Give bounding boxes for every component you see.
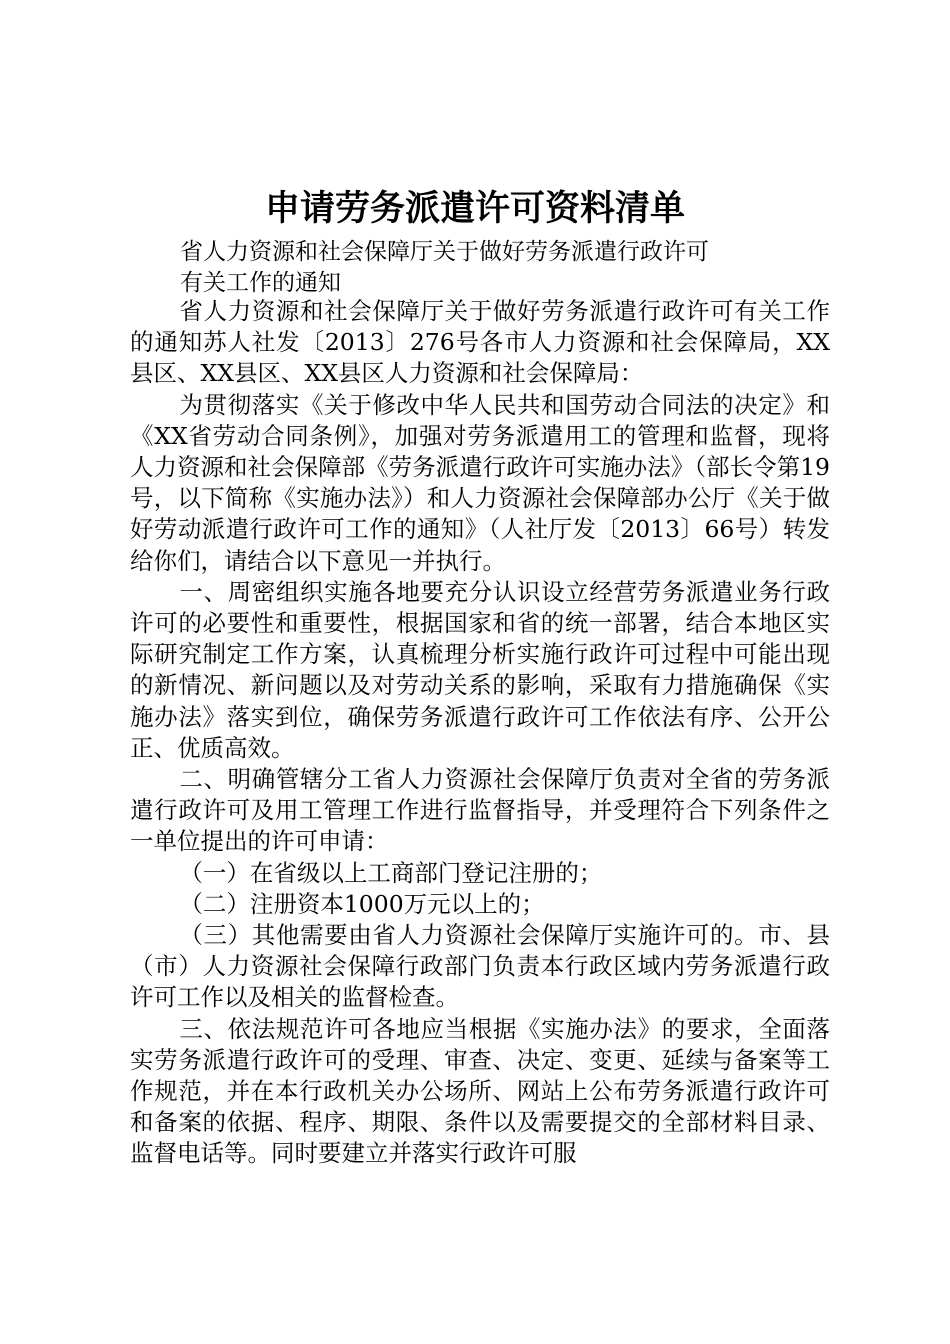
document-body [130, 296, 830, 1170]
paragraph-intro: 省人力资源和社会保障厅关于做好劳务派遣行政许可有关工作的通知苏人社发〔2013〕276号各市人力资源和社会保障局，XX县区、XX县区、XX县区人力资源和社会保障局： [130, 297, 830, 388]
paragraph-item-3: （三）其他需要由省人力资源社会保障厅实施许可的。市、县（市）人力资源社会保障行政部门负责本行政区域内劳务派遣行政许可工作以及相关的监督检查。 [130, 921, 830, 1012]
paragraph-section-2: 二、明确管辖分工省人力资源社会保障厅负责对全省的劳务派遣行政许可及用工管理工作进行监督指导，并受理符合下列条件之一单位提出的许可申请： [130, 765, 830, 856]
paragraph-purpose: 为贯彻落实《关于修改中华人民共和国劳动合同法的决定》和《XX省劳动合同条例》，加强对劳务派遣用工的管理和监督，现将人力资源和社会保障部《劳务派遣行政许可实施办法》（部长令第19号，以下简称《实施办法》）和人力资源社会保障部办公厅《关于做好劳动派遣行政许可工作的通知》（人社厅发〔2013〕66号）转发给你们，请结合以下意见一并执行。 [130, 390, 830, 575]
subtitle-line: 有关工作的通知 [180, 270, 341, 296]
paragraph-section-1: 一、周密组织实施各地要充分认识设立经营劳务派遣业务行政许可的必要性和重要性，根据国家和省的统一部署，结合本地区实际研究制定工作方案，认真梳理分析实施行政许可过程中可能出现的新情况、新问题以及对劳动关系的影响，采取有力措施确保《实施办法》落实到位，确保劳务派遣行政许可工作依法有序、公开公正、优质高效。 [130, 577, 830, 762]
paragraph-section-3: 三、依法规范许可各地应当根据《实施办法》的要求，全面落实劳务派遣行政许可的受理、审查、决定、变更、延续与备案等工作规范，并在本行政机关办公场所、网站上公布劳务派遣行政许可和备案的依据、程序、期限、条件以及需要提交的全部材料目录、监督电话等。同时要建立并落实行政许可服 [130, 1014, 830, 1168]
subtitle-line: 省人力资源和社会保障厅关于做好劳务派遣行政许可 [180, 239, 709, 265]
paragraph-item-2: （二）注册资本1000万元以上的； [179, 889, 545, 918]
paragraph-item-1: （一）在省级以上工商部门登记注册的； [179, 858, 603, 887]
document-subtitle [180, 237, 830, 299]
document-title: 申请劳务派遣许可资料清单 [264, 188, 685, 229]
